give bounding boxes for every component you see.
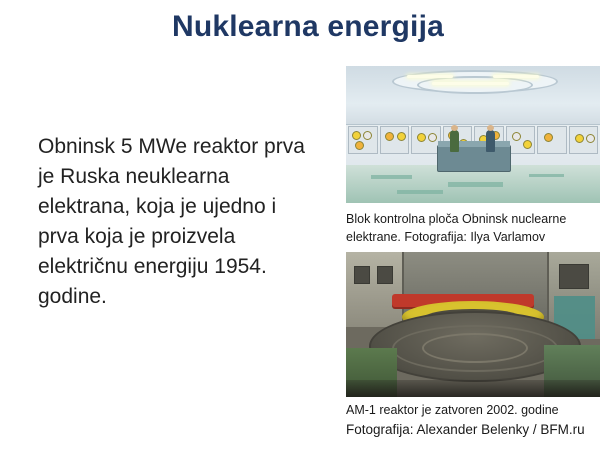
floor-tile (529, 174, 565, 177)
body-paragraph: Obninsk 5 MWe reaktor prva je Ruska neuklearna elektrana, koja je ujedno i prva koja je proizvela električnu energiju 1954. godine. (38, 135, 305, 309)
caption-top: Blok kontrolna ploča Obninsk nuclearne elektrane. Fotografija: Ilya Varlamov (346, 212, 567, 244)
wall-opening (377, 266, 394, 285)
gauge-icon (355, 141, 364, 150)
caption-bottom (346, 401, 612, 440)
gauge-icon (397, 132, 406, 141)
hall-left-wall (346, 252, 404, 327)
reactor-lid-ring-inner (422, 333, 528, 363)
gauge-icon (512, 132, 521, 141)
gauge-icon (544, 133, 553, 142)
instrument-panel (411, 126, 441, 153)
instrument-panel (348, 126, 378, 153)
page-title: Nuklearna energija (171, 10, 445, 43)
caption-bottom-line2: Fotografija: Alexander Belenky / BFM.ru (346, 421, 585, 437)
gauge-icon (575, 134, 584, 143)
ceiling-lamp (407, 75, 453, 78)
gauge-icon (363, 131, 372, 140)
gauge-icon (417, 133, 426, 142)
ceiling-lamp (432, 82, 508, 85)
gauge-icon (428, 133, 437, 142)
control-room-photo (346, 66, 600, 203)
wall-opening (559, 264, 589, 289)
reactor-hall-photo (346, 252, 600, 397)
instrument-panel (537, 126, 567, 153)
console-top-edge (438, 141, 509, 147)
floor-tile (371, 175, 412, 179)
foreground-shadow (346, 380, 600, 397)
gauge-icon (385, 132, 394, 141)
instrument-panel (569, 126, 599, 153)
operator-console (437, 145, 510, 172)
gauge-icon (352, 131, 361, 140)
operator-figure (450, 130, 459, 152)
wall-opening (354, 266, 371, 285)
ceiling-region (346, 66, 600, 129)
operator-figure (486, 130, 495, 152)
gauge-icon (523, 140, 532, 149)
ceiling-lamp (493, 75, 539, 78)
instrument-panel (380, 126, 410, 153)
floor-tile (397, 190, 443, 194)
floor-tile (448, 182, 504, 187)
caption-bottom-line1: AM-1 reaktor je zatvoren 2002. godine (346, 403, 559, 417)
gauge-icon (586, 134, 595, 143)
